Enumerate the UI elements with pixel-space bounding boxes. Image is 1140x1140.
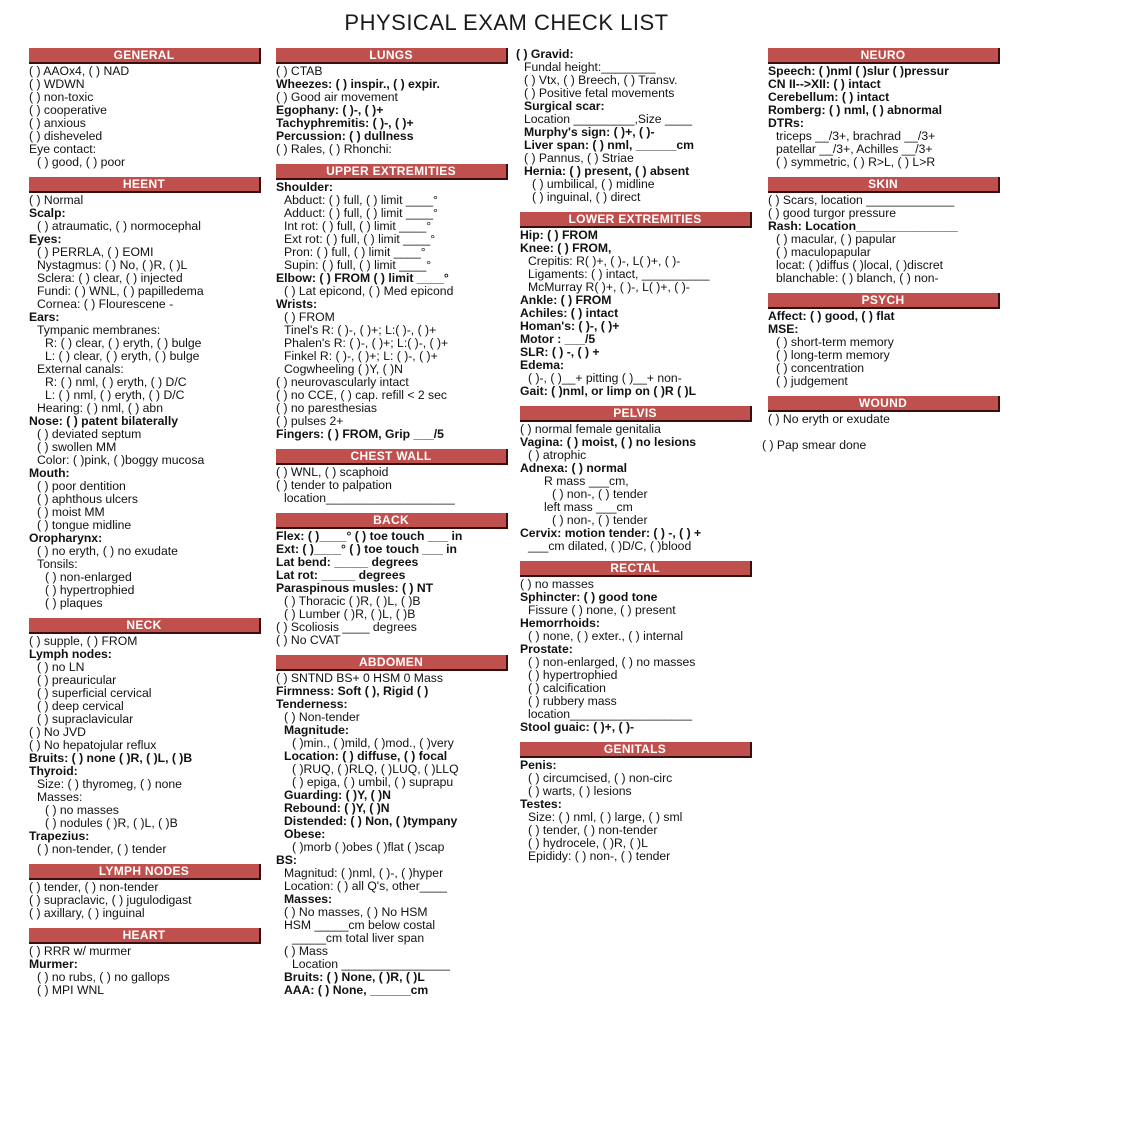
checklist-line: Vagina: ( ) moist, ( ) no lesions (520, 436, 697, 449)
checklist-line: Location _________,Size ____ (524, 113, 693, 126)
checklist-line: ( ) Vtx, ( ) Breech, ( ) Transv. (524, 74, 678, 87)
checklist-line: location___________________ (284, 492, 455, 505)
checklist-line: ( ) no rubs, ( ) no gallops (37, 971, 170, 984)
checklist-line: ( ) Scoliosis ____ degrees (276, 621, 417, 634)
checklist-line: Prostate: (520, 643, 573, 656)
checklist-line: ( ) Positive fetal movements (524, 87, 675, 100)
checklist-line: ( ) AAOx4, ( ) NAD (29, 65, 130, 78)
checklist-line: ( ) pulses 2+ (276, 415, 344, 428)
section-lower-extremities (520, 212, 752, 398)
section-rectal (520, 561, 752, 734)
section-header: HEART (29, 928, 261, 944)
section-header: BACK (276, 513, 508, 529)
checklist-line: ( ) MPI WNL (37, 984, 105, 997)
checklist-line: ( ) swollen MM (37, 441, 117, 454)
checklist-line (768, 426, 1000, 439)
checklist-line: Shoulder: (276, 181, 333, 194)
checklist-line: AAA: ( ) None, ______cm (284, 984, 429, 997)
checklist-line: Sclera: ( ) clear, ( ) injected (37, 272, 183, 285)
checklist-line: External canals: (37, 363, 124, 376)
checklist-line: ( ) nodules ( )R, ( )L, ( )B (45, 817, 178, 830)
checklist-line: McMurray R( )+, ( )-, L( )+, ( )- (528, 281, 690, 294)
checklist-line: ( ) No hepatojular reflux (29, 739, 157, 752)
checklist-line: CN II-->XII: ( ) intact (768, 78, 881, 91)
section-genitals (520, 742, 752, 863)
section-skin (768, 177, 1000, 285)
checklist-line: DTRs: (768, 117, 804, 130)
section-header: NEURO (768, 48, 1000, 64)
checklist-line: ( ) good, ( ) poor (37, 156, 126, 169)
checklist-line: ( )-, ( )__+ pitting ( )__+ non- (528, 372, 682, 385)
checklist-line: Ankle: ( ) FROM (520, 294, 612, 307)
checklist-line: Fundi: ( ) WNL, ( ) papilledema (37, 285, 204, 298)
checklist-line: ( ) CTAB (276, 65, 323, 78)
checklist-line: ( ) preauricular (37, 674, 117, 687)
checklist-line: Supin: ( ) full, ( ) limit ____° (284, 259, 432, 272)
column-1 (29, 46, 261, 997)
checklist-line: ( ) atrophic (528, 449, 587, 462)
checklist-line: Magnitud: ( )nml, ( )-, ( )hyper (284, 867, 444, 880)
checklist-line: ( ) maculopapular (776, 246, 871, 259)
checklist-line: Eyes: (29, 233, 62, 246)
checklist-line: ( ) non-enlarged (45, 571, 132, 584)
checklist-line: ( ) non-toxic (29, 91, 94, 104)
section-lymph-nodes (29, 864, 261, 920)
section-header: UPPER EXTREMITIES (276, 164, 508, 180)
column-4 (762, 46, 1000, 452)
checklist-line: left mass ___cm (544, 501, 633, 514)
checklist-line: ( ) hypertrophied (528, 669, 618, 682)
checklist-line: Gait: ( )nml, or limp on ( )R ( )L (520, 385, 697, 398)
checklist-line: Guarding: ( )Y, ( )N (284, 789, 391, 802)
checklist-line: ( ) superficial cervical (37, 687, 152, 700)
checklist-line: ( ) Normal (29, 194, 84, 207)
checklist-line: Motor : ___/5 (520, 333, 596, 346)
checklist-line: R: ( ) clear, ( ) eryth, ( ) bulge (45, 337, 202, 350)
section-header: PELVIS (520, 406, 752, 422)
checklist-line: Eye contact: (29, 143, 97, 156)
checklist-line: Phalen's R: ( )-, ( )+; L:( )-, ( )+ (284, 337, 449, 350)
checklist-line: Cogwheeling ( )Y, ( )N (284, 363, 403, 376)
checklist-line: ( ) tongue midline (37, 519, 132, 532)
checklist-line: ( ) poor dentition (37, 480, 126, 493)
checklist-line: Lat bend: _____ degrees (276, 556, 419, 569)
checklist-line: _____cm total liver span (292, 932, 425, 945)
section-back (276, 513, 508, 647)
checklist-line: ( ) rubbery mass (528, 695, 617, 708)
checklist-line: Masses: (284, 893, 333, 906)
checklist-line: Penis: (520, 759, 557, 772)
checklist-line: ___cm dilated, ( )D/C, ( )blood (528, 540, 692, 553)
checklist-line: ( ) No eryth or exudate (768, 413, 890, 426)
checklist-line: Abduct: ( ) full, ( ) limit ____° (284, 194, 438, 207)
checklist-line: Knee: ( ) FROM, (520, 242, 612, 255)
checklist-line: ( ) no paresthesias (276, 402, 377, 415)
checklist-line: ( ) no LN (37, 661, 85, 674)
checklist-line: Cervix: motion tender: ( ) -, ( ) + (520, 527, 702, 540)
checklist-line: Size: ( ) thyromeg, ( ) none (37, 778, 182, 791)
checklist-line: ( ) inguinal, ( ) direct (532, 191, 641, 204)
checklist-line: ( )RUQ, ( )RLQ, ( )LUQ, ( )LLQ (292, 763, 459, 776)
section-lungs (276, 48, 508, 156)
checklist-line: ( ) Lat epicond, ( ) Med epicond (284, 285, 454, 298)
checklist-line: Oropharynx: (29, 532, 103, 545)
checklist-line: HSM _____cm below costal (284, 919, 436, 932)
checklist-line: ( ) deviated septum (37, 428, 142, 441)
checklist-line: Location: ( ) diffuse, ( ) focal (284, 750, 448, 763)
checklist-line: ( ) no eryth, ( ) no exudate (37, 545, 178, 558)
checklist-line: ( ) supple, ( ) FROM (29, 635, 138, 648)
checklist-line: ( ) Lumber ( )R, ( )L, ( )B (284, 608, 416, 621)
section-chest-wall (276, 449, 508, 505)
checklist-line: ( ) moist MM (37, 506, 105, 519)
checklist-line: ( ) Scars, location _____________ (768, 194, 955, 207)
checklist-line: Rebound: ( )Y, ( )N (284, 802, 390, 815)
checklist-line: locat: ( )diffus ( )local, ( )discret (776, 259, 944, 272)
checklist-line: ( ) WNL, ( ) scaphoid (276, 466, 389, 479)
checklist-line: patellar __/3+, Achilles __/3+ (776, 143, 933, 156)
checklist-line: ( ) Good air movement (276, 91, 398, 104)
checklist-line: ( ) tender, ( ) non-tender (29, 881, 159, 894)
checklist-line: Surgical scar: (524, 100, 605, 113)
checklist-line: ( ) axillary, ( ) inguinal (29, 907, 145, 920)
checklist-line: ( ) WDWN (29, 78, 85, 91)
checklist-line: ( ) hypertrophied (45, 584, 135, 597)
checklist-line: Wrists: (276, 298, 318, 311)
checklist-line: Hemorrhoids: (520, 617, 600, 630)
checklist-line: ( ) Non-tender (284, 711, 360, 724)
checklist-line: ( ) disheveled (29, 130, 103, 143)
checklist-line: ( ) non-enlarged, ( ) no masses (528, 656, 696, 669)
checklist-line: ( ) normal female genitalia (520, 423, 661, 436)
checklist-line: Distended: ( ) Non, ( )tympany (284, 815, 458, 828)
checklist-line: Tympanic membranes: (37, 324, 161, 337)
checklist-line: Speech: ( )nml ( )slur ( )pressur (768, 65, 949, 78)
checklist-line: L: ( ) clear, ( ) eryth, ( ) bulge (45, 350, 200, 363)
checklist-line: Trapezius: (29, 830, 90, 843)
section-header: LUNGS (276, 48, 508, 64)
checklist-line: ( ) judgement (776, 375, 848, 388)
checklist-line: Nose: ( ) patent bilaterally (29, 415, 178, 428)
checklist-line: ( ) umbilical, ( ) midline (532, 178, 655, 191)
checklist-line: Rash: Location_______________ (768, 220, 958, 233)
checklist-line: Homan's: ( )-, ( )+ (520, 320, 620, 333)
checklist-line: SLR: ( ) -, ( ) + (520, 346, 600, 359)
checklist-line: Obese: (284, 828, 326, 841)
checklist-line: Murmer: (29, 958, 78, 971)
checklist-line: location__________________ (528, 708, 693, 721)
checklist-line: Percussion: ( ) dullness (276, 130, 414, 143)
section-upper-extremities (276, 164, 508, 441)
checklist-line: ( ) supraclavicular (37, 713, 134, 726)
checklist-line: ( ) circumcised, ( ) non-circ (528, 772, 673, 785)
checklist-line: Finkel R: ( )-, ( )+; L: ( )-, ( )+ (284, 350, 438, 363)
checklist-line: ( ) tender to palpation (276, 479, 392, 492)
checklist-line: Nystagmus: ( ) No, ( )R, ( )L (37, 259, 188, 272)
checklist-line: Ext rot: ( ) full, ( ) limit ____° (284, 233, 436, 246)
checklist-line: Tinel's R: ( )-, ( )+; L:( )-, ( )+ (284, 324, 437, 337)
checklist-line: Magnitude: (284, 724, 349, 737)
section-continued (516, 48, 752, 204)
checklist-line: Lat rot: _____ degrees (276, 569, 406, 582)
section-heent (29, 177, 261, 610)
checklist-line: ( ) anxious (29, 117, 86, 130)
checklist-line: ( ) neurovascularly intact (276, 376, 409, 389)
section-abdomen (276, 655, 508, 997)
checklist-line: R: ( ) nml, ( ) eryth, ( ) D/C (45, 376, 187, 389)
checklist-line: Ext: ( )____° ( ) toe touch ___ in (276, 543, 457, 556)
checklist-line: ( ) none, ( ) exter., ( ) internal (528, 630, 684, 643)
checklist-line: ( ) Pannus, ( ) Striae (524, 152, 634, 165)
checklist-line: ( ) tender, ( ) non-tender (528, 824, 658, 837)
checklist-line: Achiles: ( ) intact (520, 307, 619, 320)
checklist-line: ( ) SNTND BS+ 0 HSM 0 Mass (276, 672, 443, 685)
checklist-line: MSE: (768, 323, 799, 336)
checklist-line: Ears: (29, 311, 60, 324)
checklist-line: Fingers: ( ) FROM, Grip ___/5 (276, 428, 444, 441)
section-header: CHEST WALL (276, 449, 508, 465)
checklist-line: ( ) non-, ( ) tender (552, 488, 648, 501)
checklist-line: Elbow: ( ) FROM ( ) limit ____° (276, 272, 449, 285)
section-header: ABDOMEN (276, 655, 508, 671)
checklist-line: ( ) PERRLA, ( ) EOMI (37, 246, 154, 259)
checklist-line: Adduct: ( ) full, ( ) limit ____° (284, 207, 438, 220)
checklist-line: BS: (276, 854, 297, 867)
checklist-line: ( ) concentration (776, 362, 865, 375)
checklist-line: ( ) No CVAT (276, 634, 341, 647)
checklist-line: ( ) macular, ( ) papular (776, 233, 896, 246)
column-2 (276, 46, 508, 997)
checklist-line: Mouth: (29, 467, 70, 480)
checklist-line: Epididy: ( ) non-, ( ) tender (528, 850, 671, 863)
checklist-line: R mass ___cm, (544, 475, 629, 488)
checklist-line: Hernia: ( ) present, ( ) absent (524, 165, 690, 178)
checklist-line: Location: ( ) all Q's, other____ (284, 880, 447, 893)
section-header: SKIN (768, 177, 1000, 193)
section-header: HEENT (29, 177, 261, 193)
section-header: LYMPH NODES (29, 864, 261, 880)
checklist-line: Masses: (37, 791, 83, 804)
checklist-line: Hearing: ( ) nml, ( ) abn (37, 402, 163, 415)
checklist-line: ( ) plaques (45, 597, 103, 610)
section-header: WOUND (768, 396, 1000, 412)
checklist-line: ( ) deep cervical (37, 700, 124, 713)
checklist-line: Tonsils: (37, 558, 78, 571)
checklist-line: ( ) good turgor pressure (768, 207, 897, 220)
section-header: NECK (29, 618, 261, 634)
checklist-line: Stool guaic: ( )+, ( )- (520, 721, 635, 734)
checklist-line: Adnexa: ( ) normal (520, 462, 627, 475)
checklist-line: Cornea: ( ) Flourescene - (37, 298, 174, 311)
checklist-line: ( ) No JVD (29, 726, 86, 739)
checklist-line: ( ) Rales, ( ) Rhonchi: (276, 143, 392, 156)
checklist-line: ( ) short-term memory (776, 336, 894, 349)
section-header: GENITALS (520, 742, 752, 758)
checklist-line: ( )morb ( )obes ( )flat ( )scap (292, 841, 445, 854)
checklist-line: blanchable: ( ) blanch, ( ) non- (776, 272, 939, 285)
section-neck (29, 618, 261, 856)
section-header: RECTAL (520, 561, 752, 577)
checklist-line: ( ) epiga, ( ) umbil, ( ) suprapu (292, 776, 454, 789)
checklist-line: Int rot: ( ) full, ( ) limit ____° (284, 220, 432, 233)
checklist-line: ( ) aphthous ulcers (37, 493, 138, 506)
checklist-line: ( ) long-term memory (776, 349, 890, 362)
checklist-line: ( ) RRR w/ murmer (29, 945, 132, 958)
checklist-line: Tenderness: (276, 698, 348, 711)
checklist-line: ( ) cooperative (29, 104, 107, 117)
checklist-line: Liver span: ( ) nml, ______cm (524, 139, 695, 152)
section-pelvis (520, 406, 752, 553)
checklist-line: ( ) Mass (284, 945, 329, 958)
checklist-line: Bruits: ( ) none ( )R, ( )L, ( )B (29, 752, 193, 765)
checklist-line: ( ) hydrocele, ( )R, ( )L (528, 837, 648, 850)
checklist-line: Flex: ( )____° ( ) toe touch ___ in (276, 530, 463, 543)
checklist-line: ( )min., ( )mild, ( )mod., ( )very (292, 737, 454, 750)
checklist-line: Scalp: (29, 207, 66, 220)
checklist-line: Lymph nodes: (29, 648, 112, 661)
checklist-line: Edema: (520, 359, 565, 372)
checklist-line: Affect: ( ) good, ( ) flat (768, 310, 895, 323)
checklist-line: ( ) non-tender, ( ) tender (37, 843, 167, 856)
section-neuro (768, 48, 1000, 169)
checklist-line: ( ) Pap smear done (762, 439, 867, 452)
checklist-line: Cerebellum: ( ) intact (768, 91, 890, 104)
checklist-line: Tachyphremitis: ( )-, ( )+ (276, 117, 414, 130)
checklist-line: L: ( ) nml, ( ) eryth, ( ) D/C (45, 389, 185, 402)
checklist-line: Sphincter: ( ) good tone (520, 591, 658, 604)
checklist-line: Romberg: ( ) nml, ( ) abnormal (768, 104, 943, 117)
checklist-line: Pron: ( ) full, ( ) limit ____° (284, 246, 426, 259)
checklist-line: ( ) no masses (520, 578, 594, 591)
section-psych (768, 293, 1000, 388)
section-heart (29, 928, 261, 997)
checklist-line: Firmness: Soft ( ), Rigid ( ) (276, 685, 429, 698)
checklist-line: Egophany: ( )-, ( )+ (276, 104, 384, 117)
checklist-line: ( ) symmetric, ( ) R>L, ( ) L>R (776, 156, 936, 169)
checklist-line: ( ) no masses (45, 804, 119, 817)
column-3 (516, 46, 752, 863)
checklist-line: Location ________________ (292, 958, 450, 971)
checklist-line: ( ) non-, ( ) tender (552, 514, 648, 527)
checklist-line: ( ) Gravid: (516, 48, 574, 61)
section-header: LOWER EXTREMITIES (520, 212, 752, 228)
checklist-line: Fundal height:________ (524, 61, 656, 74)
checklist-line: Thyroid: (29, 765, 78, 778)
checklist-line: Ligaments: ( ) intact, __________ (528, 268, 710, 281)
checklist-line: triceps __/3+, brachrad __/3+ (776, 130, 936, 143)
section-general (29, 48, 261, 169)
page-title: PHYSICAL EXAM CHECK LIST (344, 10, 669, 35)
checklist-line: ( ) calcification (528, 682, 606, 695)
checklist-line: ( ) FROM (284, 311, 335, 324)
checklist-line: Fissure ( ) none, ( ) present (528, 604, 676, 617)
section-wound (762, 396, 1000, 452)
checklist-line: Murphy's sign: ( )+, ( )- (524, 126, 655, 139)
checklist-line: ( ) warts, ( ) lesions (528, 785, 632, 798)
checklist-line: Bruits: ( ) None, ( )R, ( )L (284, 971, 425, 984)
checklist-line: Hip: ( ) FROM (520, 229, 598, 242)
checklist-line: Wheezes: ( ) inspir., ( ) expir. (276, 78, 440, 91)
checklist-line: Size: ( ) nml, ( ) large, ( ) sml (528, 811, 683, 824)
checklist-line: ( ) no CCE, ( ) cap. refill < 2 sec (276, 389, 448, 402)
checklist-line: ( ) No masses, ( ) No HSM (284, 906, 428, 919)
section-header: GENERAL (29, 48, 261, 64)
checklist-line: ( ) atraumatic, ( ) normocephal (37, 220, 201, 233)
checklist-line: ( ) Thoracic ( )R, ( )L, ( )B (284, 595, 421, 608)
checklist-line: ( ) supraclavic, ( ) jugulodigast (29, 894, 192, 907)
checklist-line: Paraspinous musles: ( ) NT (276, 582, 434, 595)
section-header: PSYCH (768, 293, 1000, 309)
checklist-line: Testes: (520, 798, 562, 811)
checklist-line: Color: ( )pink, ( )boggy mucosa (37, 454, 205, 467)
checklist-line: Crepitis: R( )+, ( )-, L( )+, ( )- (528, 255, 681, 268)
